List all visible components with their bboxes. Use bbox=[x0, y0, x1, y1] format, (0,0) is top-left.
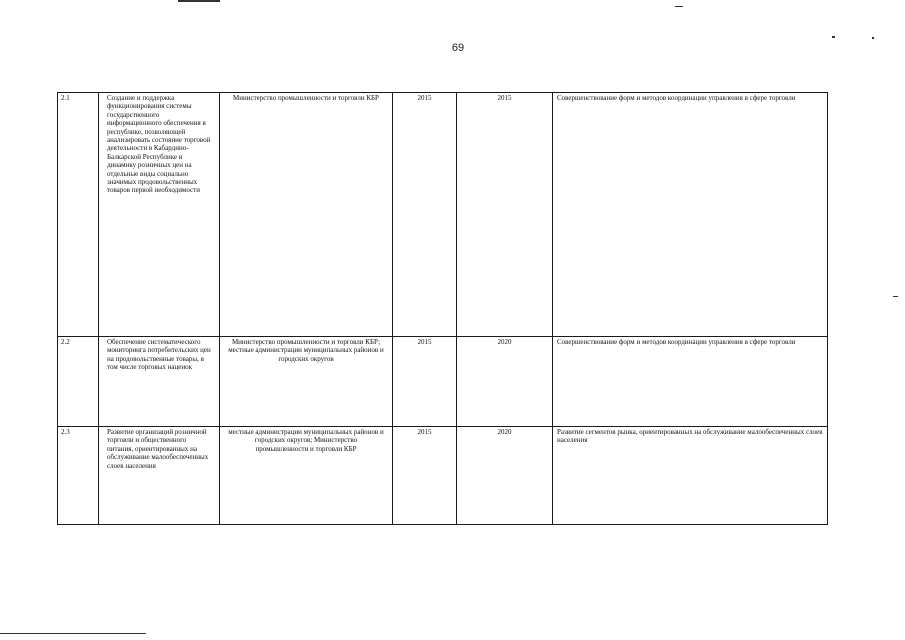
end-year-cell: 2015 bbox=[457, 93, 553, 337]
row-number-cell: 2.1 bbox=[58, 93, 99, 337]
measure-name-cell: Создание и поддержка функционирования системы государственного информационного обеспечения в республике, позволяющей анализировать состояние торговой деятельности в Кабардино-Балкарской Республике и динамику розничных цен на отдельные виды социально значимых продовольственных товаров первой необходимости bbox=[99, 93, 220, 337]
measures-table bbox=[57, 92, 828, 525]
scan-mark-corner-dot bbox=[832, 36, 835, 38]
scan-mark-corner-dot bbox=[872, 37, 874, 39]
measure-name-cell: Развитие организаций розничной торговли и общественного питания, ориентированных на обслуживание малообеспеченных слоев населения bbox=[99, 427, 220, 525]
table-row bbox=[58, 337, 828, 427]
executor-cell: местные администрации муниципальных районов и городских округов; Министерство промышленности и торговли КБР bbox=[220, 427, 393, 525]
expected-result-cell: Развитие сегментов рынка, ориентированных на обслуживание малообеспеченных слоев населения bbox=[553, 427, 828, 525]
executor-cell: Министерство промышленности и торговли КБР; местные администрации муниципальных районов и городских округов bbox=[220, 337, 393, 427]
table-row bbox=[58, 93, 828, 337]
start-year-cell: 2015 bbox=[393, 93, 457, 337]
measure-name-cell: Обеспечение систематического мониторинга потребительских цен на продовольственные товары, в том числе торговых наценок bbox=[99, 337, 220, 427]
page-number: 69 bbox=[451, 42, 465, 54]
start-year-cell: 2015 bbox=[393, 427, 457, 525]
expected-result-cell: Совершенствование форм и методов координации управления в сфере торговли bbox=[553, 337, 828, 427]
table-row bbox=[58, 427, 828, 525]
row-number-cell: 2.3 bbox=[58, 427, 99, 525]
scan-mark-top-right bbox=[675, 6, 683, 7]
start-year-cell: 2015 bbox=[393, 337, 457, 427]
scan-mark-top-left bbox=[178, 0, 220, 2]
scan-mark-right-edge bbox=[893, 296, 898, 297]
end-year-cell: 2020 bbox=[457, 337, 553, 427]
scan-mark-bottom-left bbox=[0, 633, 146, 634]
measures-table-wrapper bbox=[57, 92, 827, 524]
expected-result-cell: Совершенствование форм и методов координации управления в сфере торговли bbox=[553, 93, 828, 337]
row-number-cell: 2.2 bbox=[58, 337, 99, 427]
executor-cell: Министерство промышленности и торговли КБР bbox=[220, 93, 393, 337]
end-year-cell: 2020 bbox=[457, 427, 553, 525]
